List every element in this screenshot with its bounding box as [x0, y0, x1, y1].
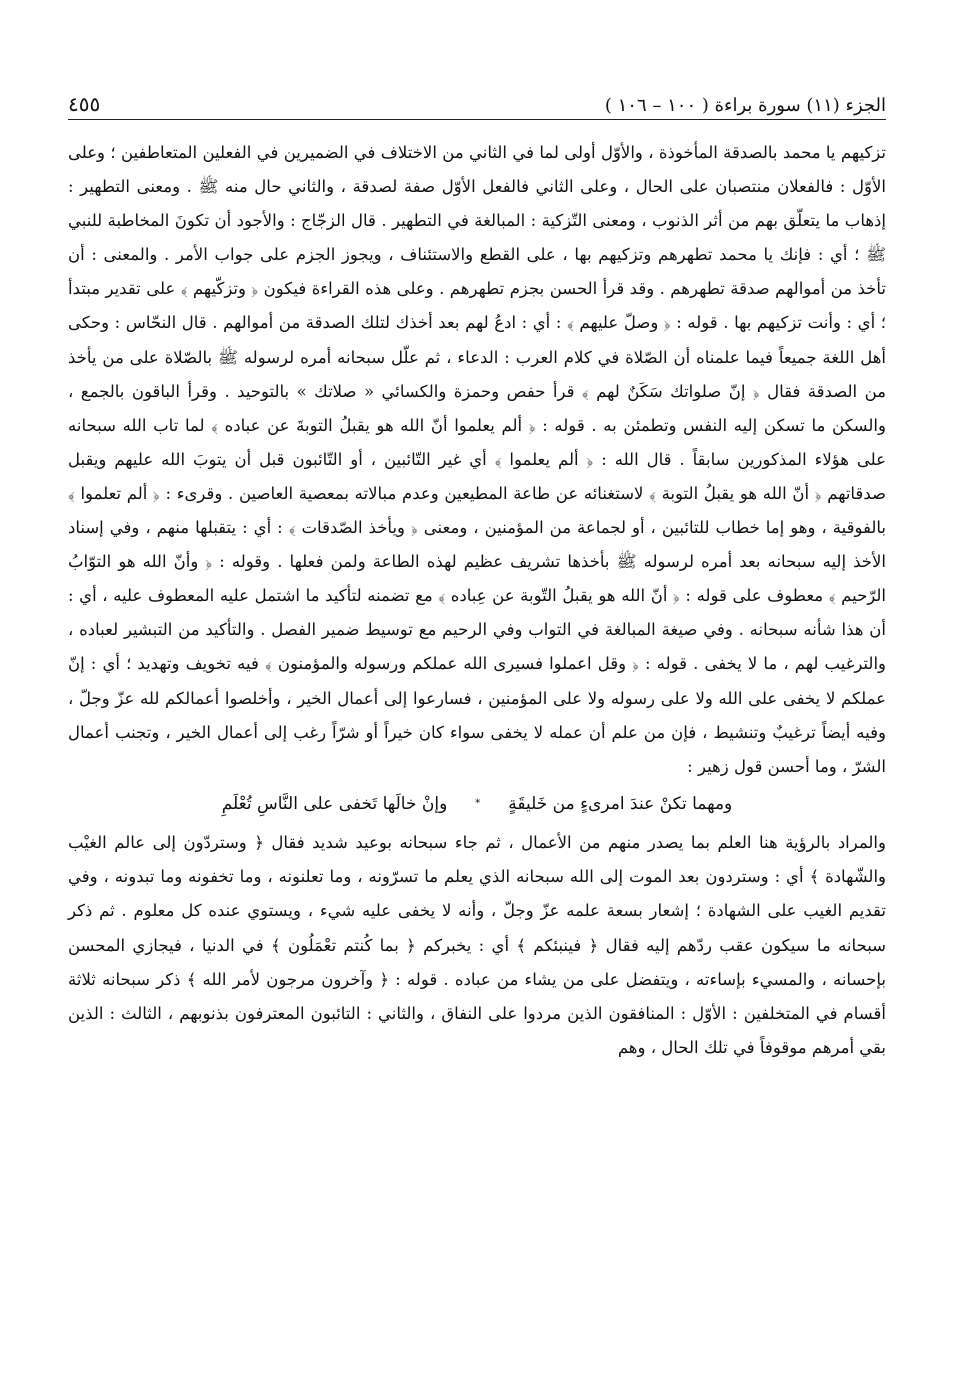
paragraph-2: والمراد بالرؤية هنا العلم بما يصدر منهم من الأعمال ، ثم جاء سبحانه بوعيد شديد فقال ﴿ وستردّون إلى عالم الغيْب والشّهادة ﴾ أي : وستردون بعد الموت إلى الله سبحانه الذي يعلم ما تسرّونه ، وما تعلنونه ، وما تخفونه وما تبدونه ، وفي تقديم الغيب على الشهادة ؛ إشعار بسعة علمه عزّ وجلّ ، وأنه لا يخفى عليه شيء ، ويستوي عنده كل معلوم . ثم ذكر سبحانه ما سيكون عقب ردّهم إليه فقال ﴿ فينبئكم ﴾ أي : يخبركم ﴿ بما كُنتم تعْمَلُون ﴾ في الدنيا ، فيجازي المحسن بإحسانه ، والمسيء بإساءته ، ويتفضل على من يشاء من عباده . قوله : ﴿ وآخرون مرجون لأمر الله ﴾ ذكر سبحانه ثلاثة أقسام في المتخلفين : الأوّل : المنافقون الذين مردوا على النفاق ، والثاني : التائبون المعترفون بذنوبهم ، الثالث : الذين بقي أمرهم موقوفاً في تلك الحال ، وهم: [68, 833, 886, 1057]
verse-hemistich-2: وإنْ خالَها تَخفى على النَّاسِ تُعْلَمِ: [221, 793, 448, 814]
paragraph-1: تزكيهم يا محمد بالصدقة المأخوذة ، والأوّل أولى لما في الثاني من الاختلاف في الضميرين في الفعلين المتعاطفين ؛ وعلى الأوّل : فالفعلان منتصبان على الحال ، وعلى الثاني فالفعل الأوّل صفة لصدقة ، والثاني حال منه ﷺ . ومعنى التطهير : إذهاب ما يتعلّق بهم من أثر الذنوب ، ومعنى التّزكية : المبالغة في التطهير . قال الزجّاج : والأجود أن تكونَ المخاطبة للنبي ﷺ ؛ أي : فإنك يا محمد تطهرهم وتزكيهم بها ، على القطع والاستئناف ، ويجوز الجزم على جواب الأمر . والمعنى : أن تأخذ من أموالهم صدقة تطهرهم . وقد قرأ الحسن بجزم تطهرهم . وعلى هذه القراءة فيكون ﴿ وتزكّيهم ﴾ على تقدير مبتدأ ؛ أي : وأنت تزكيهم بها . قوله : ﴿ وصلّ عليهم ﴾ : أي : ادعُ لهم بعد أخذك لتلك الصدقة من أموالهم . قال النحّاس : وحكى أهل اللغة جميعاً فيما علمناه أن الصّلاة في كلام العرب : الدعاء ، ثم علّل سبحانه أمره لرسوله ﷺ بالصّلاة على من يأخذ من الصدقة فقال ﴿ إنّ صلواتك سَكَنٌ لهم ﴾ قرأ حفص وحمزة والكسائي « صلاتك » بالتوحيد . وقرأ الباقون بالجمع ، والسكن ما تسكن إليه النفس وتطمئن به . قوله : ﴿ ألم يعلموا أنّ الله هو يقبلُ التوبةَ عن عباده ﴾ لما تاب الله سبحانه على هؤلاء المذكورين سابقاً . قال الله : ﴿ ألم يعلموا ﴾ أي غير التّائبين ، أو التّائبون قبل أن يتوبَ الله عليهم ويقبل صدقاتهم ﴿ أنّ الله هو يقبلُ التوبة ﴾ لاستغنائه عن طاعة المطيعين وعدم مبالاته بمعصية العاصين . وقرىء : ﴿ ألم تعلموا ﴾ بالفوقية ، وهو إما خطاب للتائبين ، أو لجماعة من المؤمنين ، ومعنى ﴿ ويأخذ الصّدقات ﴾ : أي : يتقبلها منهم ، وفي إسناد الأخذ إليه سبحانه بعد أمره لرسوله ﷺ بأخذها تشريف عظيم لهذه الطاعة ولمن فعلها . وقوله : ﴿ وأنّ الله هو التوّابُ الرّحيم ﴾ معطوف على قوله : ﴿ أنّ الله هو يقبلُ التّوبة عن عِباده ﴾ مع تضمنه لتأكيد ما اشتمل عليه المعطوف عليه ، أي : أن هذا شأنه سبحانه . وفي صيغة المبالغة في التواب وفي الرحيم مع توسيط ضمير الفصل . والتأكيد من التبشير لعباده ، والترغيب لهم ، ما لا يخفى . قوله : ﴿ وقل اعملوا فسيرى الله عملكم ورسوله والمؤمنون ﴾ فيه تخويف وتهديد ؛ أي : إنّ عملكم لا يخفى على الله ولا على رسوله ولا على المؤمنين ، فسارعوا إلى أعمال الخير ، وأخلصوا أعمالكم لله عزّ وجلّ ، وفيه أيضاً ترغيبٌ وتنشيط ، فإن من علم أن عمله لا يخفى سواء كان خيراً أو شرّاً رغب إلى أعمال الخير ، وتجنب أعمال الشرّ ، وما أحسن قول زهير :: [68, 143, 887, 776]
verse-hemistich-1: ومهما تكنْ عندَ امرىءٍ من خَليقَةٍ: [508, 793, 733, 814]
page-number: ٤٥٥: [68, 92, 101, 116]
poetry-verse: [68, 786, 886, 823]
running-title: الجزء (١١) سورة براءة ( ١٠٠ – ١٠٦ ): [604, 95, 886, 116]
page-body: [68, 136, 886, 1065]
page-header: [68, 84, 886, 120]
verse-separator: *: [475, 798, 481, 810]
